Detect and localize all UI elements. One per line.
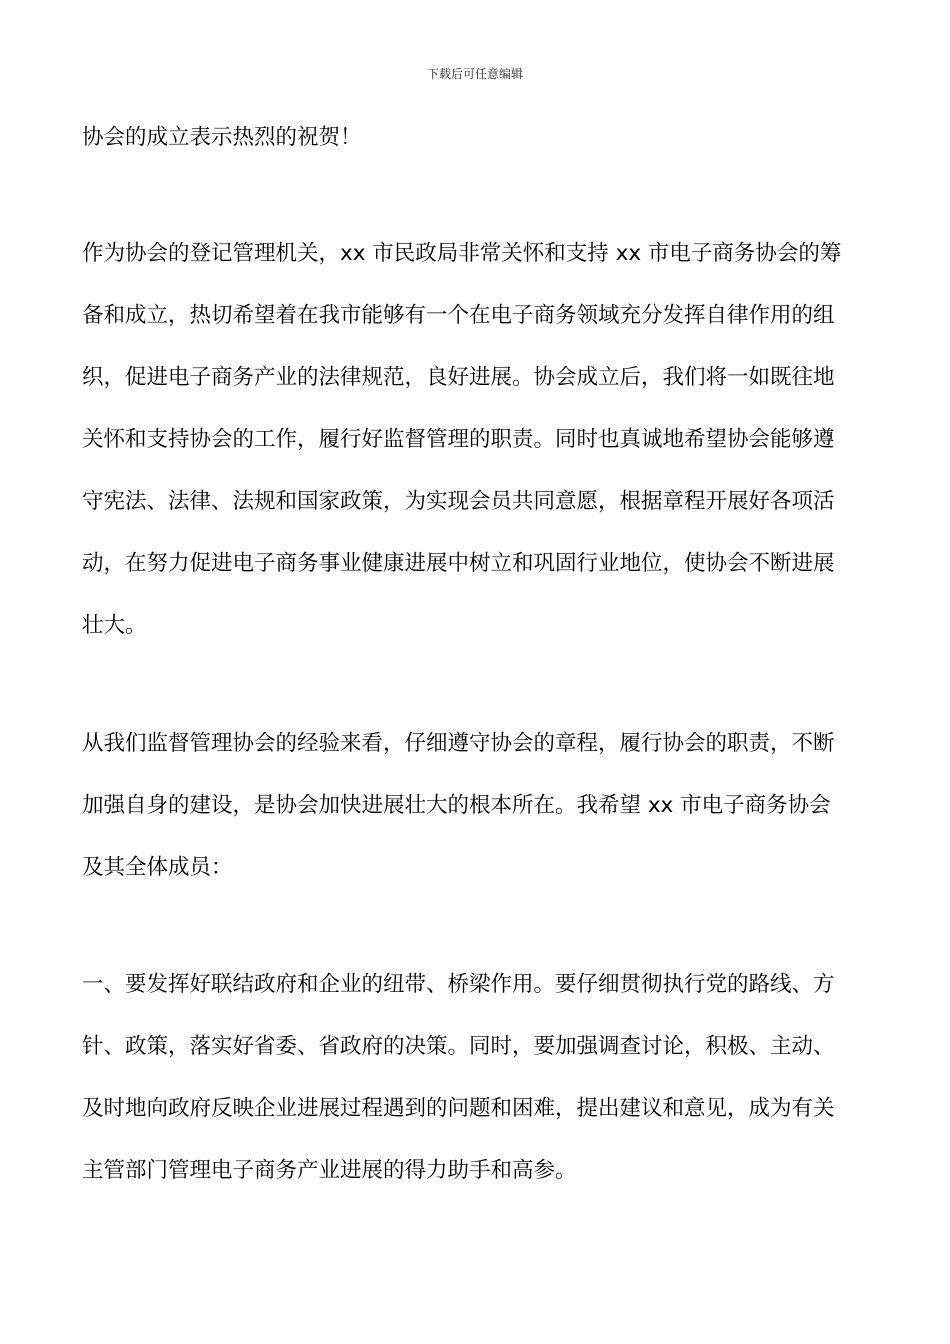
text-line: 加强自身的建设，是协会加快进展壮大的根本所在。我希望 xx 市电子商务协会 (82, 793, 831, 818)
text-line: 从我们监督管理协会的经验来看，仔细遵守协会的章程，履行协会的职责，不断 (82, 731, 835, 756)
text-line: 关怀和支持协会的工作，履行好监督管理的职责。同时也真诚地希望协会能够遵 (82, 427, 835, 452)
text-line: 针、政策，落实好省委、省政府的决策。同时，要加强调查讨论，积极、主动、 (82, 1034, 835, 1059)
text-line: 守宪法、法律、法规和国家政策，为实现会员共同意愿，根据章程开展好各项活 (82, 489, 835, 514)
text-line: 主管部门管理电子商务产业进展的得力助手和高参。 (82, 1158, 577, 1183)
text-line: 织，促进电子商务产业的法律规范，良好进展。协会成立后，我们将一如既往地 (82, 365, 835, 390)
text-line: 动，在努力促进电子商务事业健康进展中树立和巩固行业地位，使协会不断进展 (82, 551, 835, 576)
text-line: 及其全体成员： (82, 855, 233, 880)
page-header: 下载后可任意编辑 (426, 67, 523, 81)
text-line: 壮大。 (82, 613, 147, 638)
text-line: 备和成立，热切希望着在我市能够有一个在电子商务领域充分发挥自律作用的组 (82, 303, 835, 328)
text-line: 作为协会的登记管理机关，xx 市民政局非常关怀和支持 xx 市电子商务协会的筹 (82, 241, 842, 266)
text-line: 一、要发挥好联结政府和企业的纽带、桥梁作用。要仔细贯彻执行党的路线、方 (82, 972, 835, 997)
text-line: 协会的成立表示热烈的祝贺！ (82, 125, 362, 150)
text-line: 及时地向政府反映企业进展过程遇到的问题和困难，提出建议和意见，成为有关 (82, 1096, 835, 1121)
